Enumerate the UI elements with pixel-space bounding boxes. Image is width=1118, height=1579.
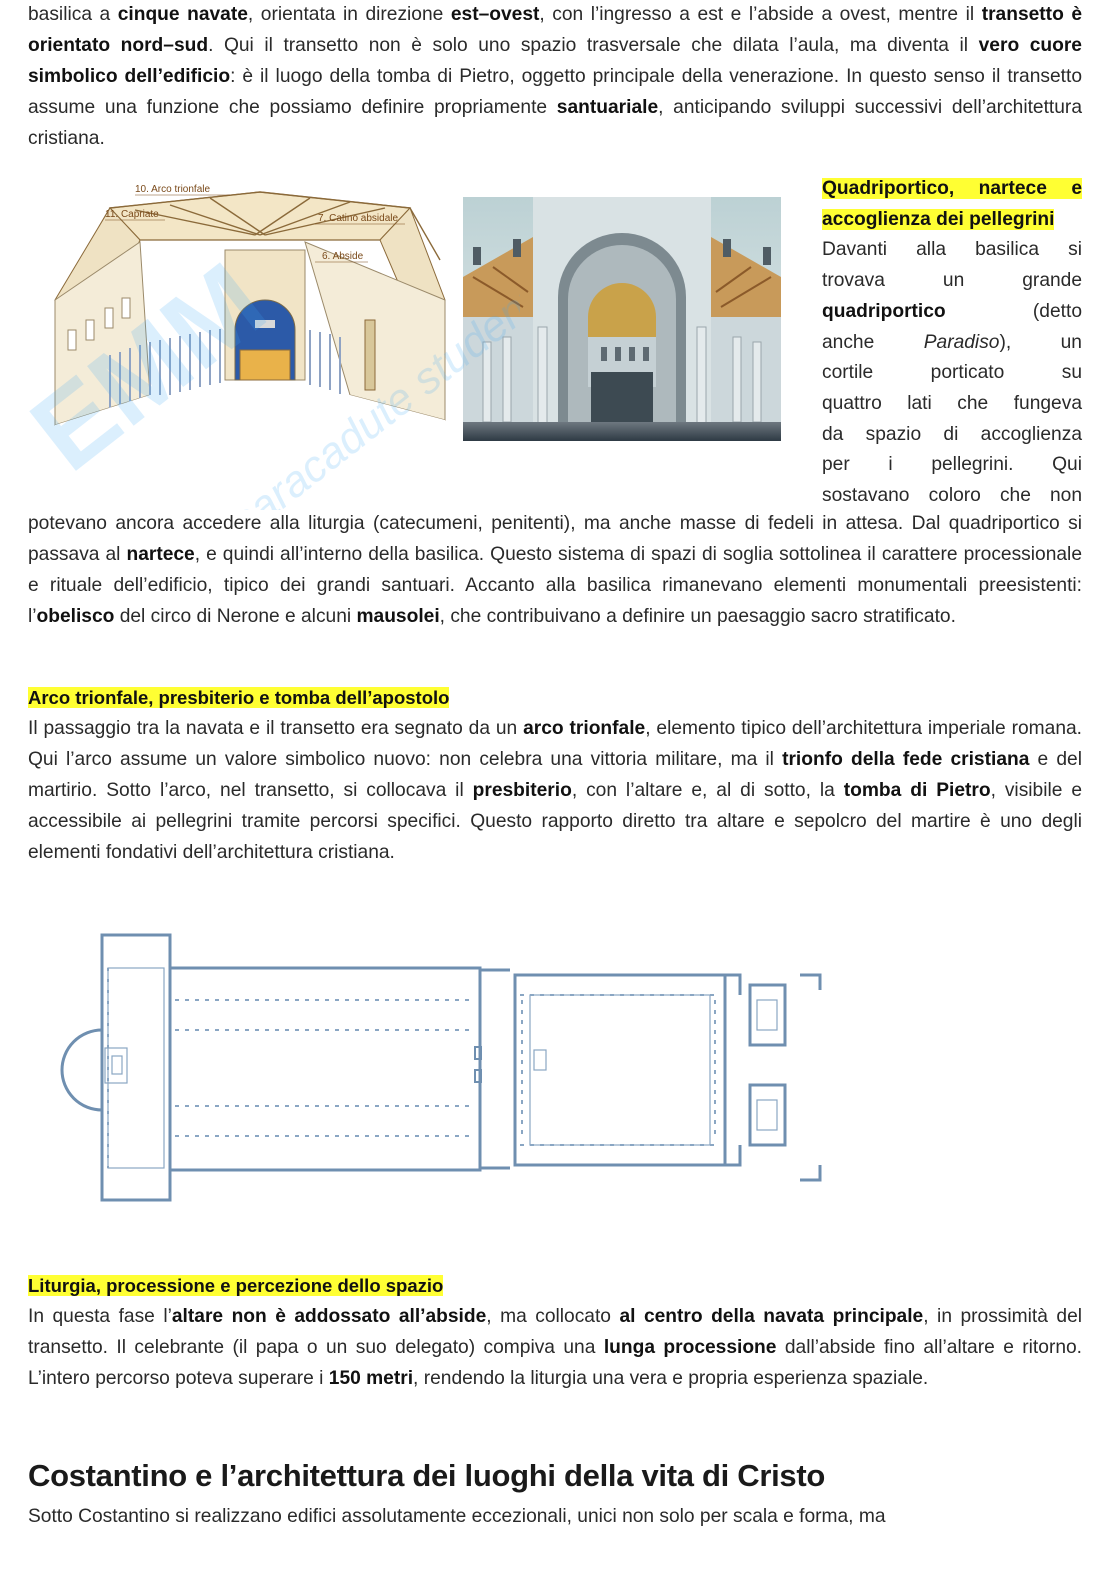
costantino-paragraph: Sotto Costantino si realizzano edifici assolutamente eccezionali, unici non solo per scala e forma, ma	[28, 1506, 886, 1527]
label-abside: 6. Abside	[322, 251, 364, 262]
quadriportico-paragraph: potevano ancora accedere alla liturgia (catecumeni, penitenti), ma anche masse di fedeli in attesa. Dal quadriportico si passava al nartece, e quindi all’interno della basilica. Questo sistema di spazi di soglia sottolinea il carattere processionale e rituale dell’edificio, tipico dei grandi santuari. Accanto alla basilica rimanevano elementi monumentali preesistenti: l’obelisco del circo di Nerone e alcuni mausolei, che contribuivano a definire un paesaggio sacro stratificato.	[28, 513, 1082, 627]
basilica-interior-render	[463, 197, 781, 441]
intro-paragraph: basilica a cinque navate, orientata in direzione est–ovest, con l’ingresso a est e l’abside a ovest, mentre il transetto è orientato nord–sud. Qui il transetto non è solo uno spazio trasversale che dilata l’aula, ma diventa il vero cuore simbolico dell’edificio: è il luogo della tomba di Pietro, oggetto principale della venerazione. In questo senso il transetto assume una funzione che possiamo definire propriamente santuariale, anticipando sviluppi successivi dell’architettura cristiana.	[28, 4, 1082, 149]
liturgia-paragraph: In questa fase l’altare non è addossato all’abside, ma collocato al centro della navata principale, in prossimità del transetto. Il celebrante (il papa o un suo delegato) compiva una lunga processione dall’abside fino all’altare e ritorno. L’intero percorso poteva superare i 150 metri, rendendo la liturgia una vera e propria esperienza spaziale.	[28, 1306, 1083, 1389]
arco-heading: Arco trionfale, presbiterio e tomba dell’apostolo	[28, 687, 450, 708]
label-arco-trionfale: 10. Arco trionfale	[135, 184, 211, 195]
basilica-floor-plan	[60, 930, 830, 1205]
label-catino-absidale: 7. Catino absidale	[318, 213, 399, 224]
watermark-brand: paracadute studente	[219, 261, 520, 510]
quadriportico-heading-line2: accoglienza dei pellegrini	[822, 208, 1055, 230]
quadriportico-heading-line1: Quadriportico, nartece e	[822, 178, 1082, 199]
arco-paragraph: Il passaggio tra la navata e il transetto era segnato da un arco trionfale, elemento tipico dell’architettura imperiale romana. Qui l’arco assume un valore simbolico nuovo: non celebra una vittoria militare, ma il trionfo della fede cristiana e del martirio. Sotto l’arco, nel transetto, si collocava il presbiterio, con l’altare e, al di sotto, la tomba di Pietro, visibile e accessibile ai pellegrini tramite percorsi specifici. Questo rapporto diretto tra altare e sepolcro del martire è uno degli elementi fondativi dell’architettura cristiana.	[28, 718, 1083, 863]
liturgia-heading: Liturgia, processione e percezione dello spazio	[28, 1275, 444, 1296]
basilica-cutaway-illustration	[50, 180, 450, 430]
watermark-logo: EMM	[20, 239, 288, 495]
quadriportico-side-text: Quadriportico, nartece e accoglienza dei pellegrini Davanti alla basilica si trovava un grande quadriportico (detto anche Paradiso), un cortile porticato su quattro lati che fungeva da spazio di accoglienza per i pellegrini. Qui sostavano coloro che non	[822, 178, 1082, 507]
label-capriate: 11. Capriate	[105, 209, 159, 220]
costantino-title: Costantino e l’architettura dei luoghi della vita di Cristo	[28, 1458, 826, 1493]
